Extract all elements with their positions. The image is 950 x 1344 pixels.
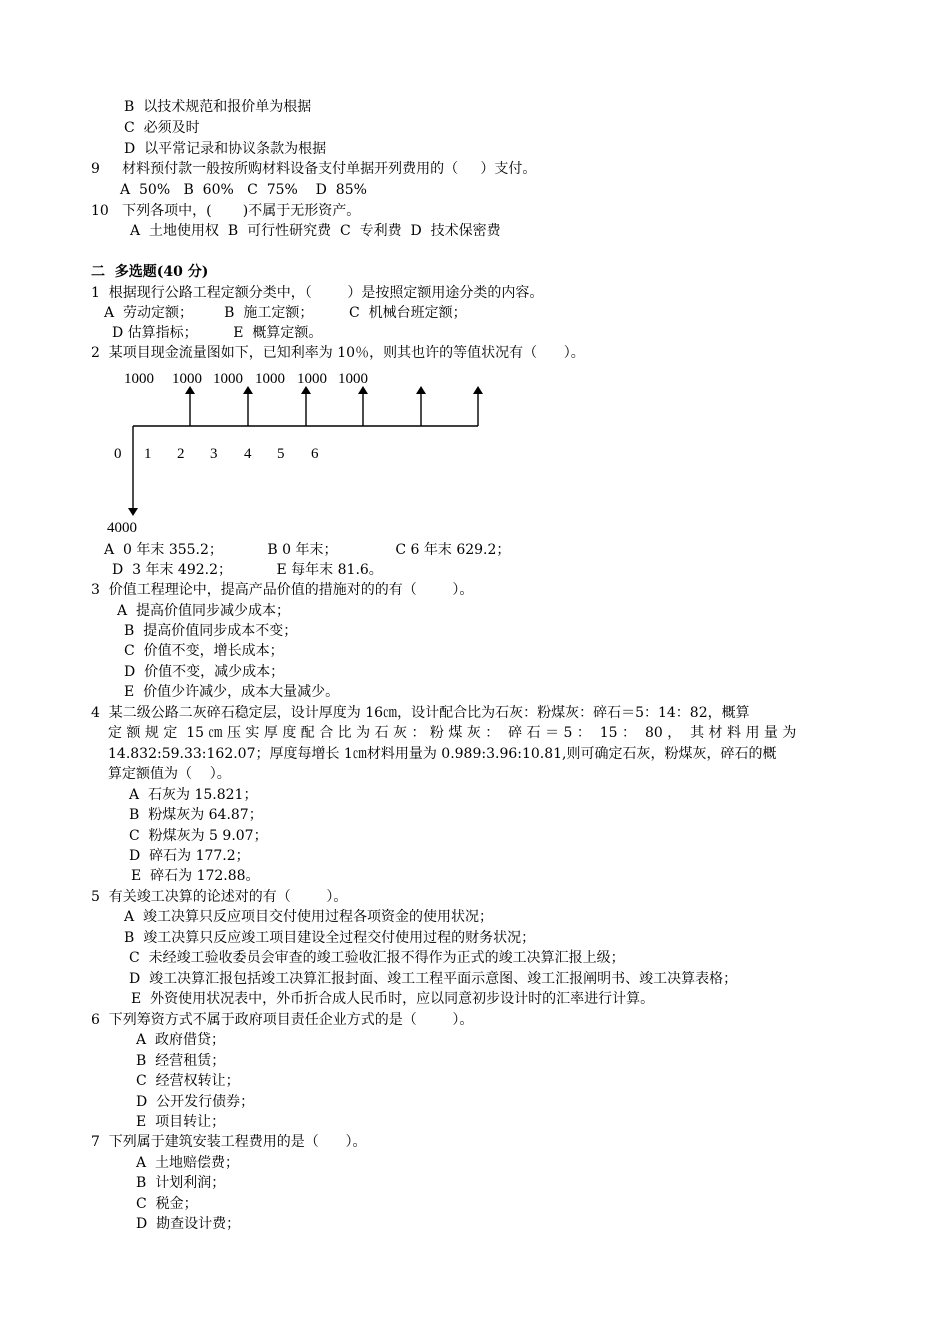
text-line: 2 某项目现金流量图如下，已知利率为 10％，则其也许的等值状况有（ ）。 [91, 345, 585, 361]
text-line: 1 根据现行公路工程定额分类中，（ ）是按照定额用途分类的内容。 [91, 285, 544, 301]
period-label: 5 [277, 446, 285, 462]
text-line: E 碎石为 172.88。 [131, 868, 260, 884]
text-line: B 提高价值同步成本不变； [124, 623, 298, 639]
section-heading: 二 多选题(40 分) [91, 264, 209, 280]
text-line: C 必须及时 [124, 120, 200, 136]
text-line: E 价值少许减少，成本大量减少。 [124, 684, 340, 700]
text-line: 9 材料预付款一般按所购材料设备支付单据开列费用的（ ）支付。 [91, 161, 537, 177]
text-line: D 竣工决算汇报包括竣工决算汇报封面、竣工工程平面示意图、竣工汇报阐明书、竣工决算表格； [129, 971, 738, 987]
period-label: 4 [244, 446, 252, 462]
text-line: D 公开发行债券； [136, 1094, 255, 1110]
text-line: A 竣工决算只反应项目交付使用过程各项资金的使用状况； [124, 909, 494, 925]
text-line: B 以技术规范和报价单为根据 [124, 99, 312, 115]
period-label: 3 [210, 446, 218, 462]
text-line: B 计划利润； [136, 1175, 226, 1191]
period-label: 0 [114, 446, 122, 462]
text-line: C 未经竣工验收委员会审查的竣工验收汇报不得作为正式的竣工决算汇报上级； [129, 950, 625, 966]
text-line: A 提高价值同步减少成本； [117, 603, 291, 619]
text-line: 算定额值为（ ）。 [108, 766, 231, 782]
text-line: A 土地使用权 B 可行性研究费 C 专利费 D 技术保密费 [130, 223, 501, 239]
text-line: C 税金； [136, 1196, 198, 1212]
text-line: A 政府借贷； [136, 1032, 226, 1048]
inflow-label: 1000 [213, 371, 243, 387]
period-label: 2 [177, 446, 185, 462]
text-line: 5 有关竣工决算的论述对的有（ ）。 [91, 889, 348, 905]
text-line: 7 下列属于建筑安装工程费用的是（ ）。 [91, 1134, 367, 1150]
period-label: 6 [311, 446, 319, 462]
text-line: 14.832:59.33:162.07；厚度每增长 1㎝材料用量为 0.989:3.96:10.81,则可确定石灰，粉煤灰，碎石的概 [108, 746, 777, 762]
period-label: 1 [144, 446, 152, 462]
text-line: A 50% B 60% C 75% D 85% [120, 182, 367, 198]
outflow-label: 4000 [107, 520, 137, 536]
text-line: A 劳动定额； B 施工定额； C 机械台班定额； [104, 305, 467, 321]
text-line: A 石灰为 15.821； [129, 787, 258, 803]
inflow-label: 1000 [172, 371, 202, 387]
text-line: D 勘查设计费； [136, 1216, 241, 1232]
text-line: D 3 年末 492.2； E 每年末 81.6。 [112, 562, 383, 578]
text-line: C 粉煤灰为 5 9.07； [129, 828, 268, 844]
text-line: D 以平常记录和协议条款为根据 [124, 141, 327, 157]
text-line: E 项目转让； [136, 1114, 226, 1130]
inflow-label: 1000 [297, 371, 327, 387]
text-line: 3 价值工程理论中，提高产品价值的措施对的的有（ ）。 [91, 582, 474, 598]
text-line: C 价值不变，增长成本； [124, 643, 284, 659]
inflow-label: 1000 [338, 371, 368, 387]
text-line: 6 下列筹资方式不属于政府项目责任企业方式的是（ ）。 [91, 1012, 474, 1028]
inflow-label: 1000 [124, 371, 154, 387]
text-line: C 经营权转让； [136, 1073, 240, 1089]
text-line: D 价值不变，减少成本； [124, 664, 285, 680]
text-line: B 粉煤灰为 64.87； [129, 807, 263, 823]
text-line: A 土地赔偿费； [136, 1155, 240, 1171]
text-line: B 竣工决算只反应竣工项目建设全过程交付使用过程的财务状况； [124, 930, 536, 946]
text-line: D 碎石为 177.2； [129, 848, 250, 864]
text-line: 10 下列各项中，( )不属于无形资产。 [91, 203, 361, 219]
inflow-label: 1000 [255, 371, 285, 387]
text-line: E 外资使用状况表中，外币折合成人民币时，应以同意初步设计时的汇率进行计算。 [131, 991, 655, 1007]
text-line: B 经营租赁； [136, 1053, 226, 1069]
text-line: 定 额 规 定 15 ㎝ 压 实 厚 度 配 合 比 为 石 灰 ： 粉 煤 灰 ： 碎 石 ＝ 5 ： 15 ： 80 ， 其 材 料 用 量 为 [108, 725, 797, 741]
text-line: D 估算指标； E 概算定额。 [112, 325, 323, 341]
text-line: A 0 年末 355.2； B 0 年末； C 6 年末 629.2； [104, 542, 511, 558]
text-line: 4 某二级公路二灰碎石稳定层，设计厚度为 16㎝，设计配合比为石灰：粉煤灰：碎石＝5：14：82，概算 [91, 705, 750, 721]
